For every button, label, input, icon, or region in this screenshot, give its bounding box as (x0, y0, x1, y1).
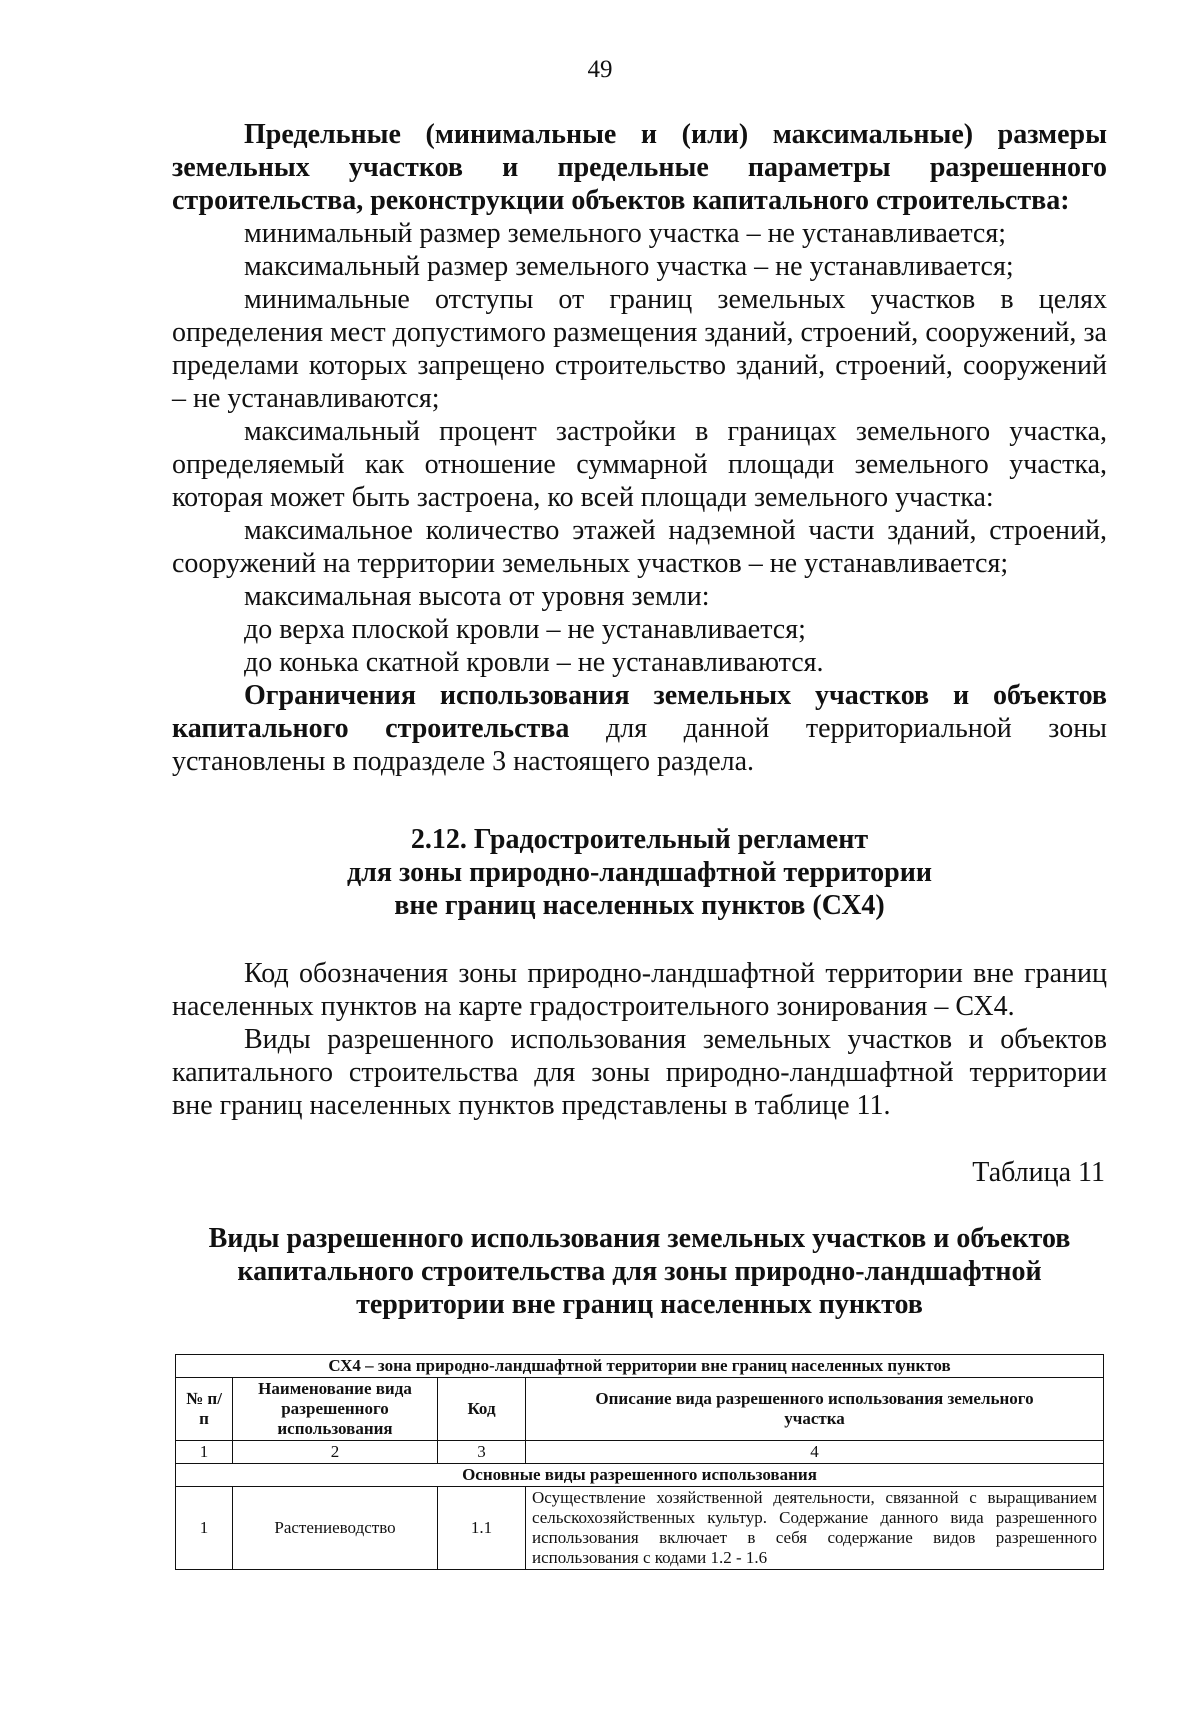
regulation-title-line: вне границ населенных пунктов (СХ4) (394, 890, 885, 921)
zone-usage-paragraph: Виды разрешенного использования земельных участков и объектов капитального строительства для зоны природно-ландшафтной территории вне границ населенных пунктов представлены в таблице 11. (172, 1024, 1107, 1121)
table-title (172, 1222, 1107, 1321)
row-name: Растениеводство (233, 1487, 438, 1570)
regulation-title-line: 2.12. Градостроительный регламент (410, 824, 869, 855)
section-parameters (172, 118, 1107, 778)
section-zone-description (172, 957, 1107, 1122)
regulation-title-line: для зоны природно-ландшафтной территории (346, 857, 933, 888)
zone-header: СХ4 – зона природно-ландшафтной территории вне границ населенных пунктов (176, 1355, 1104, 1378)
param-item: максимальный размер земельного участка – не устанавливается; (244, 251, 1014, 282)
table-caption: Таблица 11 (972, 1157, 1105, 1188)
zone-code-paragraph: Код обозначения зоны природно-ландшафтной территории вне границ населенных пунктов на карте градостроительного зонирования – СХ4. (172, 958, 1107, 1022)
regulation-title (172, 823, 1107, 922)
param-item: максимальная высота от уровня земли: (244, 581, 710, 612)
column-number-row (176, 1441, 1104, 1464)
col-number: 4 (526, 1441, 1104, 1464)
col-header-code: Код (438, 1378, 526, 1441)
col-number: 3 (438, 1441, 526, 1464)
param-item: максимальное количество этажей надземной части зданий, строений, сооружений на территории земельных участков – не устанавливается; (172, 515, 1107, 579)
table-title-line: территории вне границ населенных пунктов (356, 1289, 923, 1320)
restriction-bold: Ограничения использования земельных участков и объектов капитального строительства (172, 680, 1107, 744)
zone-header-row (176, 1355, 1104, 1378)
parameters-heading-text: Предельные (минимальные и (или) максимальные) размеры земельных участков и предельные параметры разрешенного строительства, реконструкции объектов капитального строительства: (172, 119, 1107, 216)
param-item: минимальные отступы от границ земельных участков в целях определения мест допустимого размещения зданий, строений, сооружений, за пределами которых запрещено строительство зданий, строений, сооружений – не устанавливаются; (172, 284, 1107, 414)
col-header-name: Наименование вида разрешенного использования (233, 1378, 438, 1441)
restriction-text: для данной территориальной зоны установлены в подразделе 3 настоящего раздела. (172, 713, 1107, 777)
param-item: до верха плоской кровли – не устанавливается; (244, 614, 806, 645)
group-header: Основные виды разрешенного использования (176, 1464, 1104, 1487)
table-title-line: капитального строительства для зоны природно-ландшафтной (237, 1256, 1042, 1287)
table-row (176, 1487, 1104, 1570)
param-item: минимальный размер земельного участка – не устанавливается; (244, 218, 1007, 249)
row-description: Осуществление хозяйственной деятельности, связанной с выращиванием сельскохозяйственных культур. Содержание данного вида разрешенного использования включает в себя содержание видов разрешенного использования с кодами 1.2 - 1.6 (526, 1487, 1104, 1570)
usage-table (175, 1354, 1104, 1570)
column-header-row (176, 1378, 1104, 1441)
group-header-row (176, 1464, 1104, 1487)
param-item: до конька скатной кровли – не устанавливаются. (244, 647, 824, 678)
row-code: 1.1 (438, 1487, 526, 1570)
col-header-description: Описание вида разрешенного использования земельного участка (526, 1378, 1104, 1441)
table-title-line: Виды разрешенного использования земельных участков и объектов (208, 1223, 1071, 1254)
col-header-num: № п/п (176, 1378, 233, 1441)
col-number: 2 (233, 1441, 438, 1464)
parameters-heading (172, 118, 1107, 217)
row-num: 1 (176, 1487, 233, 1570)
col-number: 1 (176, 1441, 233, 1464)
restriction-paragraph (172, 679, 1107, 778)
param-item: максимальный процент застройки в границах земельного участка, определяемый как отношение суммарной площади земельного участка, которая может быть застроена, ко всей площади земельного участка: (172, 416, 1107, 513)
page-number: 49 (587, 56, 613, 83)
